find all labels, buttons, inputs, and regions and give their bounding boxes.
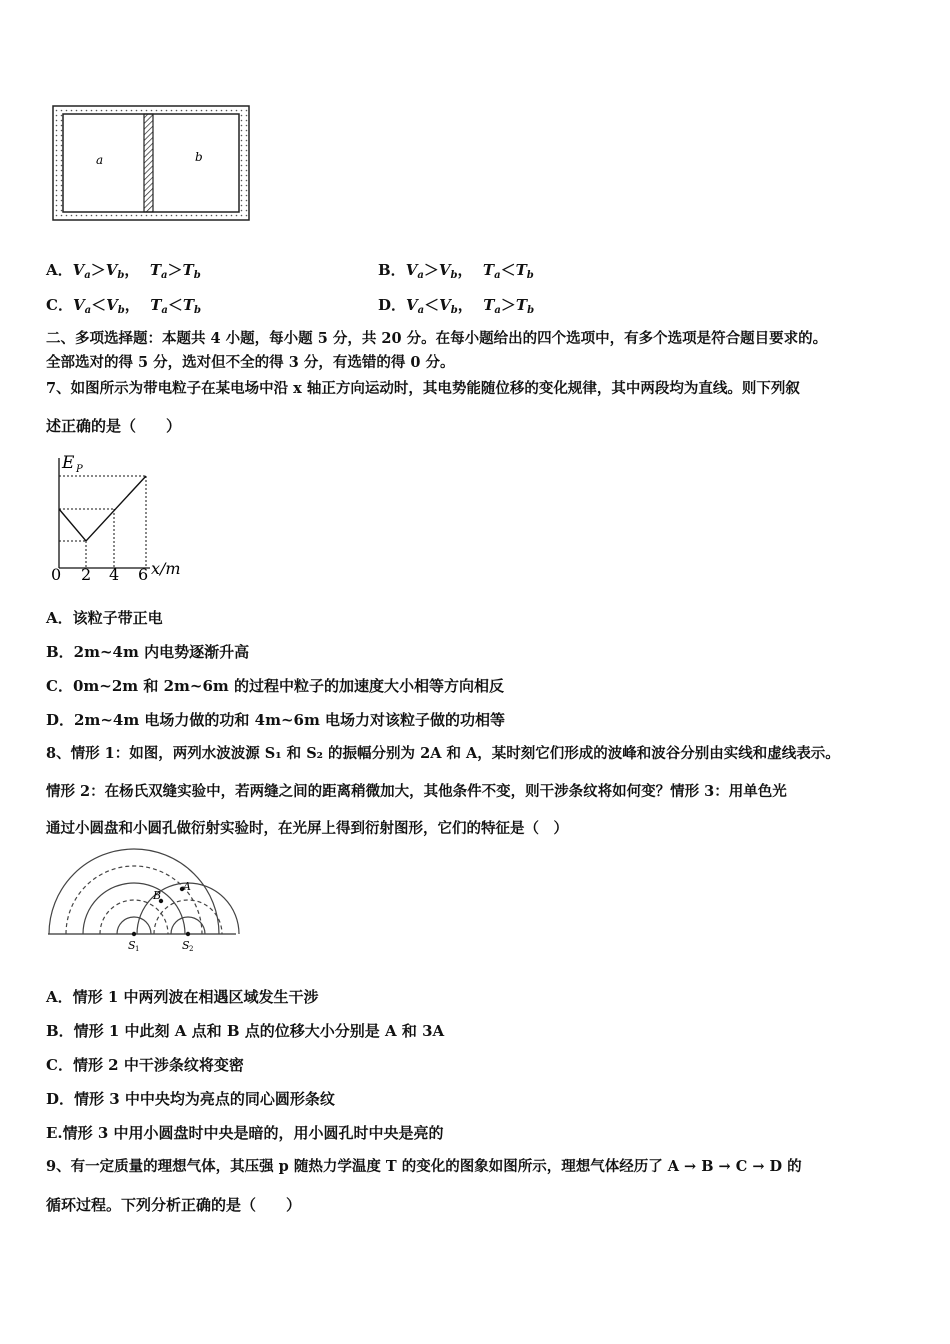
piston <box>144 114 153 212</box>
s1-wave-trough-outer <box>66 866 202 934</box>
q9-stem-line2: 循环过程。下列分析正确的是（ ） <box>46 1196 302 1214</box>
q7-option-d[interactable]: D．2m~4m 电场力做的功和 4m~6m 电场力对该粒子做的功相等 <box>46 711 506 729</box>
q6-option-b[interactable]: B．$V_a>V_b$， $T_a<T_b$ <box>378 261 534 281</box>
chamber-b-label: b <box>195 150 203 164</box>
label-b: B <box>153 889 162 902</box>
q8-wave-figure <box>46 848 242 952</box>
source-s2-point <box>186 932 190 936</box>
q7-stem-line2: 述正确的是（ ） <box>46 417 182 435</box>
x-tick-0: 0 <box>51 565 62 584</box>
container-piston-figure <box>50 104 252 222</box>
q8-option-e[interactable]: E.情形 3 中用小圆盘时中央是暗的，用小圆孔时中央是亮的 <box>46 1124 444 1142</box>
label-s2: S <box>182 939 190 952</box>
q7-option-a[interactable]: A．该粒子带正电 <box>46 609 163 627</box>
x-tick-2: 2 <box>81 565 92 584</box>
q7-option-c[interactable]: C．0m~2m 和 2m~6m 的过程中粒子的加速度大小相等方向相反 <box>46 677 504 695</box>
x-tick-4: 4 <box>109 565 120 584</box>
q8-option-c[interactable]: C．情形 2 中干涉条纹将变密 <box>46 1056 244 1074</box>
ylabel: E <box>62 453 75 473</box>
ylabel-sub: P <box>76 464 83 475</box>
q8-option-d[interactable]: D．情形 3 中中央均为亮点的同心圆形条纹 <box>46 1090 335 1108</box>
q8-stem-line1: 8、情形 1：如图，两列水波波源 S₁ 和 S₂ 的振幅分别为 2A 和 A，某时刻它们形成的波峰和波谷分别由实线和虚线表示。 <box>46 745 840 762</box>
q8-option-b[interactable]: B．情形 1 中此刻 A 点和 B 点的位移大小分别是 A 和 3A <box>46 1022 445 1040</box>
q9-stem-line1: 9、有一定质量的理想气体，其压强 p 随热力学温度 T 的变化的图象如图所示，理想气体经历了 A → B → C → D 的 <box>46 1158 802 1175</box>
x-tick-6: 6 <box>138 565 149 584</box>
q8-stem-line2: 情形 2：在杨氏双缝实验中，若两缝之间的距离稍微加大，其他条件不变，则干涉条纹将如何变？情形 3：用单色光 <box>46 783 787 800</box>
s1-wave-crest-mid <box>83 883 185 934</box>
label-s1: S <box>128 939 136 952</box>
q7-ep-graph <box>46 446 196 586</box>
label-a: A <box>183 880 191 893</box>
s1-wave-crest-inner <box>117 917 151 934</box>
q6-option-c[interactable]: C．$V_a<V_b$， $T_a<T_b$ <box>46 296 202 316</box>
xlabel: x/m <box>151 559 181 578</box>
q6-option-a[interactable]: A．$V_a>V_b$， $T_a>T_b$ <box>46 261 201 281</box>
q8-stem-line3: 通过小圆盘和小圆孔做衍射实验时，在光屏上得到衍射图形，它们的特征是（ ） <box>46 820 568 837</box>
label-s2-sub: 2 <box>189 945 194 952</box>
q8-option-a[interactable]: A．情形 1 中两列波在相遇区域发生干涉 <box>46 988 319 1006</box>
section2-line1: 二、多项选择题：本题共 4 小题，每小题 5 分，共 20 分。在每小题给出的四个选项中，有多个选项是符合题目要求的。 <box>46 330 828 347</box>
chamber-a-label: a <box>96 153 104 167</box>
label-s1-sub: 1 <box>135 945 140 952</box>
q7-option-b[interactable]: B．2m~4m 内电势逐渐升高 <box>46 643 250 661</box>
q6-option-d[interactable]: D．$V_a<V_b$， $T_a>T_b$ <box>378 296 535 316</box>
section2-line2: 全部选对的得 5 分，选对但不全的得 3 分，有选错的得 0 分。 <box>46 354 455 371</box>
source-s1-point <box>132 932 136 936</box>
q7-stem-line1: 7、如图所示为带电粒子在某电场中沿 x 轴正方向运动时，其电势能随位移的变化规律，其中两段均为直线。则下列叙 <box>46 380 800 397</box>
s1-wave-crest-outer <box>49 849 219 934</box>
